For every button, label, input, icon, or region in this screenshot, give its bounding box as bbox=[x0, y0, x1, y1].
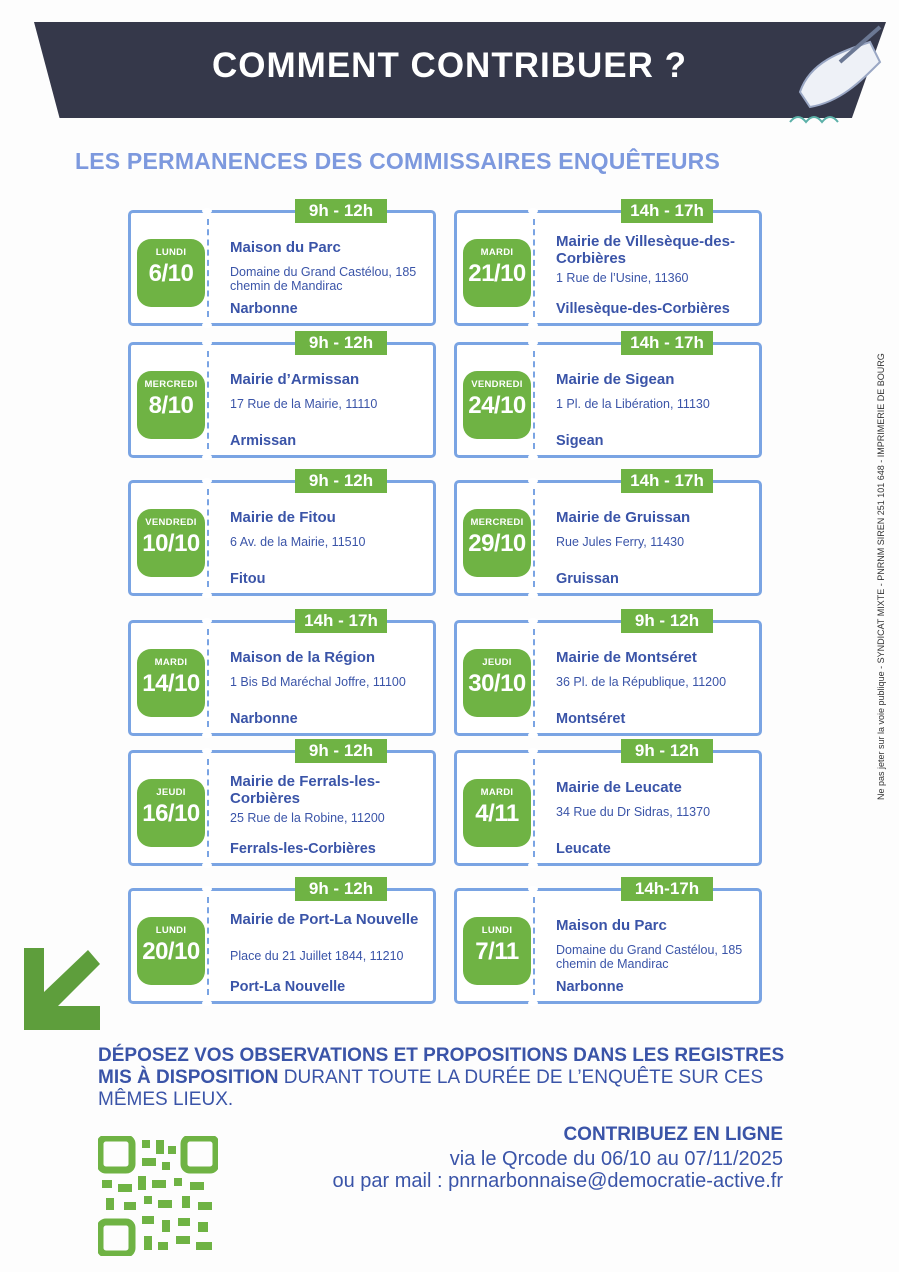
card-notch-top bbox=[528, 886, 538, 892]
date-badge bbox=[463, 779, 531, 847]
weekday-label: LUNDI bbox=[481, 925, 513, 936]
page-title: COMMENT CONTRIBUER ? bbox=[212, 46, 687, 85]
card-notch-top bbox=[202, 208, 212, 214]
date-badge bbox=[137, 509, 205, 577]
venue-city: Fitou bbox=[230, 571, 266, 587]
schedule-card bbox=[454, 333, 762, 458]
card-notch-top bbox=[528, 478, 538, 484]
section-subtitle: LES PERMANENCES DES COMMISSAIRES ENQUÊTEURS bbox=[75, 148, 721, 174]
weekday-label: JEUDI bbox=[156, 787, 186, 798]
time-badge: 9h - 12h bbox=[295, 739, 387, 763]
venue-city: Narbonne bbox=[556, 979, 624, 995]
qr-code[interactable] bbox=[98, 1136, 218, 1256]
schedule-card bbox=[128, 879, 436, 1004]
date-badge bbox=[137, 917, 205, 985]
date-label: 6/10 bbox=[148, 260, 194, 287]
time-badge: 14h - 17h bbox=[295, 609, 387, 633]
venue-address: 25 Rue de la Robine, 11200 bbox=[230, 811, 385, 825]
card-notch-top bbox=[528, 340, 538, 346]
card-notch-top bbox=[202, 478, 212, 484]
venue-city: Ferrals-les-Corbières bbox=[230, 841, 376, 857]
venue-city: Narbonne bbox=[230, 711, 298, 727]
time-badge: 9h - 12h bbox=[295, 331, 387, 355]
card-notch-top bbox=[202, 748, 212, 754]
weekday-label: VENDREDI bbox=[145, 517, 197, 528]
card-notch-bottom bbox=[202, 592, 212, 598]
venue-address: 34 Rue du Dr Sidras, 11370 bbox=[556, 805, 711, 819]
date-label: 21/10 bbox=[468, 260, 526, 287]
time-badge: 9h - 12h bbox=[295, 469, 387, 493]
venue-name: Mairie de Fitou bbox=[230, 509, 336, 526]
date-label: 16/10 bbox=[142, 800, 200, 827]
card-notch-top bbox=[528, 618, 538, 624]
date-label: 29/10 bbox=[468, 530, 526, 557]
card-notch-bottom bbox=[528, 322, 538, 328]
venue-address: Domaine du Grand Castélou, 185 chemin de Mandirac bbox=[556, 943, 743, 971]
venue-address: 6 Av. de la Mairie, 11510 bbox=[230, 535, 366, 549]
venue-city: Montséret bbox=[556, 711, 626, 727]
venue-name: Mairie de Villesèque-des-Corbières bbox=[556, 233, 735, 267]
weekday-label: MARDI bbox=[480, 787, 514, 798]
date-badge bbox=[137, 239, 205, 307]
venue-name: Maison du Parc bbox=[556, 917, 667, 934]
weekday-label: LUNDI bbox=[155, 247, 187, 258]
card-notch-bottom bbox=[528, 862, 538, 868]
card-divider bbox=[207, 489, 209, 587]
card-divider bbox=[207, 629, 209, 727]
venue-city: Gruissan bbox=[556, 571, 619, 587]
venue-name: Maison de la Région bbox=[230, 649, 376, 666]
instructions-normal: DURANT TOUTE LA DURÉE DE L’ENQUÊTE SUR CES MÊMES LIEUX. bbox=[98, 1067, 764, 1110]
time-badge: 14h - 17h bbox=[621, 331, 713, 355]
schedule-card bbox=[128, 201, 436, 326]
venue-address: Domaine du Grand Castélou, 185 chemin de Mandirac bbox=[230, 265, 417, 293]
weekday-label: MARDI bbox=[480, 247, 514, 258]
card-notch-bottom bbox=[202, 862, 212, 868]
card-notch-bottom bbox=[202, 322, 212, 328]
time-badge: 9h - 12h bbox=[295, 877, 387, 901]
card-notch-top bbox=[202, 618, 212, 624]
date-label: 20/10 bbox=[142, 938, 200, 965]
schedule-card bbox=[454, 471, 762, 596]
date-label: 4/11 bbox=[475, 800, 519, 827]
date-label: 8/10 bbox=[148, 392, 194, 419]
date-badge bbox=[463, 239, 531, 307]
weekday-label: MERCREDI bbox=[144, 379, 198, 390]
venue-name: Mairie d’Armissan bbox=[230, 371, 360, 388]
card-divider bbox=[533, 351, 535, 449]
card-divider bbox=[533, 629, 535, 727]
venue-city: Villesèque-des-Corbières bbox=[556, 301, 730, 317]
venue-city: Leucate bbox=[556, 841, 611, 857]
instructions-bold: DÉPOSEZ VOS OBSERVATIONS ET PROPOSITIONS DANS LES REGISTRES MIS À DISPOSITION bbox=[98, 1045, 785, 1088]
schedule-card bbox=[454, 611, 762, 736]
card-divider bbox=[207, 219, 209, 317]
venue-address: 1 Rue de l’Usine, 11360 bbox=[556, 271, 689, 285]
instructions-text bbox=[98, 1045, 788, 1111]
time-badge: 9h - 12h bbox=[295, 199, 387, 223]
schedule-card bbox=[128, 333, 436, 458]
venue-address: 1 Pl. de la Libération, 11130 bbox=[556, 397, 710, 411]
schedule-card bbox=[128, 471, 436, 596]
time-badge: 14h-17h bbox=[621, 877, 713, 901]
date-label: 30/10 bbox=[468, 670, 526, 697]
venue-city: Port-La Nouvelle bbox=[230, 979, 346, 995]
card-notch-bottom bbox=[202, 1000, 212, 1006]
venue-name: Mairie de Montséret bbox=[556, 649, 697, 666]
date-badge bbox=[463, 509, 531, 577]
venue-name: Mairie de Ferrals-les-Corbières bbox=[230, 773, 381, 807]
weekday-label: MERCREDI bbox=[470, 517, 524, 528]
qrcode-period-text: via le Qrcode du 06/10 au 07/11/2025 bbox=[449, 1148, 783, 1170]
date-badge bbox=[463, 917, 531, 985]
time-badge: 9h - 12h bbox=[621, 739, 713, 763]
card-notch-bottom bbox=[202, 454, 212, 460]
venue-city: Narbonne bbox=[230, 301, 298, 317]
date-badge bbox=[463, 649, 531, 717]
date-label: 7/11 bbox=[475, 938, 519, 965]
card-notch-top bbox=[202, 340, 212, 346]
card-notch-bottom bbox=[528, 1000, 538, 1006]
hand-writing-icon bbox=[780, 22, 890, 132]
card-notch-top bbox=[202, 886, 212, 892]
card-notch-top bbox=[528, 208, 538, 214]
date-badge bbox=[137, 779, 205, 847]
venue-address: 36 Pl. de la République, 11200 bbox=[556, 675, 727, 689]
card-notch-bottom bbox=[202, 732, 212, 738]
weekday-label: MARDI bbox=[154, 657, 188, 668]
date-badge bbox=[137, 649, 205, 717]
contribute-online-title: CONTRIBUEZ EN LIGNE bbox=[563, 1124, 783, 1145]
date-label: 14/10 bbox=[142, 670, 200, 697]
venue-name: Mairie de Port-La Nouvelle bbox=[230, 911, 419, 928]
card-divider bbox=[533, 897, 535, 995]
card-notch-bottom bbox=[528, 592, 538, 598]
card-divider bbox=[207, 351, 209, 449]
card-divider bbox=[533, 759, 535, 857]
card-divider bbox=[533, 219, 535, 317]
weekday-label: VENDREDI bbox=[471, 379, 523, 390]
schedule-card bbox=[454, 741, 762, 866]
venue-address: 1 Bis Bd Maréchal Joffre, 11100 bbox=[230, 675, 406, 689]
legal-side-text: Ne pas jeter sur la voie publique - SYNDICAT MIXTE - PNRNM SIREN 251 101 648 - IMPRIMERIE DE BOURG bbox=[876, 353, 886, 800]
time-badge: 9h - 12h bbox=[621, 609, 713, 633]
date-label: 10/10 bbox=[142, 530, 200, 557]
venue-name: Mairie de Gruissan bbox=[556, 509, 691, 526]
card-divider bbox=[207, 897, 209, 995]
schedule-card bbox=[128, 741, 436, 866]
venue-name: Mairie de Leucate bbox=[556, 779, 682, 796]
time-badge: 14h - 17h bbox=[621, 469, 713, 493]
venue-name: Mairie de Sigean bbox=[556, 371, 675, 388]
venue-name: Maison du Parc bbox=[230, 239, 341, 256]
arrow-down-left-icon bbox=[22, 940, 102, 1032]
date-label: 24/10 bbox=[468, 392, 526, 419]
email-contact-text[interactable]: ou par mail : pnrnarbonnaise@democratie-active.fr bbox=[332, 1170, 783, 1192]
card-notch-top bbox=[528, 748, 538, 754]
date-badge bbox=[463, 371, 531, 439]
venue-address: Rue Jules Ferry, 11430 bbox=[556, 535, 685, 549]
card-divider bbox=[207, 759, 209, 857]
card-notch-bottom bbox=[528, 732, 538, 738]
weekday-label: LUNDI bbox=[155, 925, 187, 936]
card-divider bbox=[533, 489, 535, 587]
date-badge bbox=[137, 371, 205, 439]
schedule-card bbox=[128, 611, 436, 736]
venue-city: Armissan bbox=[230, 433, 297, 449]
schedule-card bbox=[454, 879, 762, 1004]
venue-address: Place du 21 Juillet 1844, 11210 bbox=[230, 949, 404, 963]
schedule-card bbox=[454, 201, 762, 326]
venue-address: 17 Rue de la Mairie, 11110 bbox=[230, 397, 378, 411]
venue-city: Sigean bbox=[556, 433, 604, 449]
time-badge: 14h - 17h bbox=[621, 199, 713, 223]
weekday-label: JEUDI bbox=[482, 657, 512, 668]
card-notch-bottom bbox=[528, 454, 538, 460]
